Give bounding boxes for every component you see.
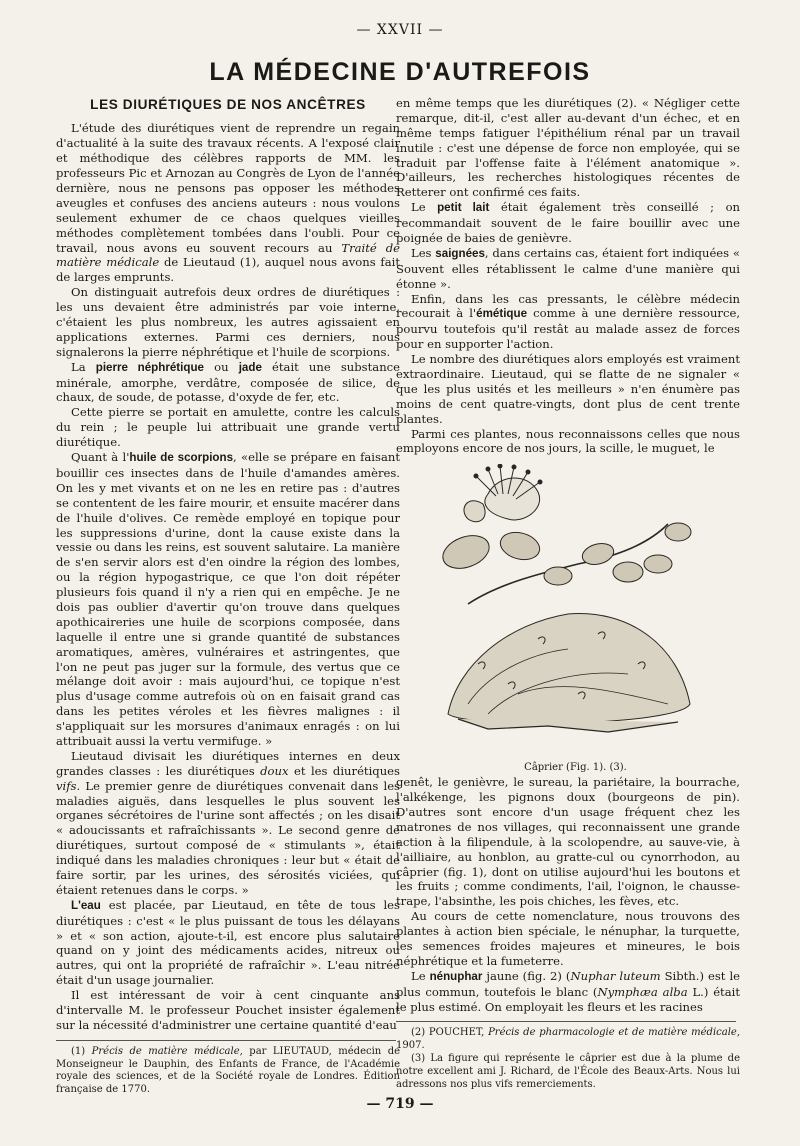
footnote-divider <box>396 1021 736 1022</box>
paragraph: en même temps que les diurétiques (2). « Négliger cette remarque, dit-il, c'est aller au-devant d'un échec, et en même temps fatiguer l'épithélium rénal par un travail inutile : c'est une dépense de force non employée, qui se traduit par l'offense faite à l'élément anatomique ». D'ailleurs, les recherches histologiques récentes de Retterer ont confirmé ces faits. <box>396 96 740 200</box>
paragraph: On distinguait autrefois deux ordres de diurétiques : les uns devaient être administrés par voie interne, c'étaient les plus nombreux, les autres agissaient en applications externes. Parmi ces derniers, nous signalerons la pierre néphrétique et l'huile de scorpions. <box>56 285 400 359</box>
footnote: (1) Précis de matière médicale, par LIEUTAUD, médecin de Monseigneur le Dauphin, des Enfants de France, de l'Académie royale des sciences, et de la Société royale de Londres. Édition française de 1770. <box>56 1045 401 1096</box>
footnote: (2) POUCHET, Précis de pharmacologie et de matière médicale, 1907. <box>396 1027 741 1052</box>
page-number: — 719 — <box>366 1096 434 1112</box>
paragraph: La pierre néphrétique ou jade était une substance minérale, amorphe, verdâtre, composée de silice, de chaux, de soude, de potasse, d'oxyde de fer, etc. <box>56 359 401 405</box>
caper-bush <box>448 614 690 732</box>
caper-plant-illustration <box>428 464 708 760</box>
paragraph: Parmi ces plantes, nous reconnaissons celles que nous employons encore de nos jours, la scille, le muguet, le <box>396 426 740 456</box>
left-column <box>56 96 400 1097</box>
paragraph: Cette pierre se portait en amulette, contre les calculs du rein ; le peuple lui attribuait une grande vertu diurétique. <box>56 405 400 450</box>
footnote: (3) La figure qui représente le câprier est due à la plume de notre excellent ami J. Richard, de l'École des Beaux-Arts. Nous lui adressons nos plus vifs remerciements. <box>396 1053 740 1090</box>
page-title: LA MÉDECINE D'AUTREFOIS <box>209 58 591 86</box>
section-title: LES DIURÉTIQUES DE NOS ANCÊTRES <box>90 97 366 112</box>
paragraph: Au cours de cette nomenclature, nous trouvons des plantes à action bien spéciale, le nénuphar, la turquette, les semences froides majeures et mineures, le bois néphrétique et la fumeterre. <box>396 909 740 968</box>
caper-leaves <box>438 523 691 585</box>
paragraph: Enfin, dans les cas pressants, le célèbre médecin recourait à l'émétique comme à une dernière ressource, pourvu toutefois qu'il restât au malade assez de forces pour en supporter l'action. <box>396 291 741 352</box>
right-column <box>396 96 740 1091</box>
paragraph: Le nombre des diurétiques alors employés est vraiment extraordinaire. Lieutaud, qui se flatte de ne signaler « que les plus usités et les meilleurs » n'en énumère pas moins de cent quatre-vingts, dont plus de cent trente plantes. <box>396 352 740 426</box>
footnote-divider <box>56 1040 396 1041</box>
paragraph: L'eau est placée, par Lieutaud, en tête de tous les diurétiques : c'est « le plus puissant de tous les délayans » et « son action, ajoute-t-il, est encore plus salutaire quand on y joint des médicaments acides, nitreux ou autres, qui ont la propriété de rafraîchir ». L'eau nitrée était d'un usage journalier. <box>56 897 400 988</box>
paragraph: genêt, le genièvre, le sureau, la pariétaire, la bourrache, l'alkékenge, les pignons doux (bourgeons de pin). D'autres sont encore d'un usage fréquent chez les matrones de nos villages, qui reconnaissent une grande action à la filipendule, à la scolopendre, au sauve-vie, à l'ailliaire, au honblon, au gratte-cul ou cynorrhodon, au câprier (fig. 1), dont on utilise aujourd'hui les boutons et les fruits ; comme condiments, l'ail, l'oignon, le chausse-trape, l'absinthe, les pois chiches, les fèves, etc. <box>396 775 740 909</box>
figure-caption: Câprier (Fig. 1). (3). <box>524 762 627 774</box>
paragraph: L'étude des diurétiques vient de reprendre un regain d'actualité à la suite des travaux récents. A l'exposé clair et méthodique des célèbres rapports de MM. les professeurs Pic et Arnozan au Congrès de Lyon de l'année dernière, nous ne pensons pas opposer les méthodes aveugles et confuses des anciens auteurs : nous voulons seulement exhumer de ce chaos quelques vieilles méthodes complètement tombées dans l'oubli. Pour ce travail, nous avons eu souvent recours au Traité de matière médicale de Lieutaud (1), auquel nous avons fait de larges emprunts. <box>56 121 401 285</box>
caper-flower <box>464 464 542 522</box>
paragraph: Il est intéressant de voir à cent cinquante ans d'intervalle M. le professeur Pouchet insister également sur la nécessité d'administrer une certaine quantité d'eau <box>56 988 400 1032</box>
paragraph: Lieutaud divisait les diurétiques internes en deux grandes classes : les diurétiques doux et les diurétiques vifs. Le premier genre de diurétiques convenait dans les maladies aiguës, dans lesquelles le plus souvent les organes sécrétoires de l'urine sont affectés ; on les disait « adoucissants et rafraîchissants ». Le second genre de diurétiques, surtout composé de « stimulants », était indiqué dans les maladies chroniques : leur but « était de faire sortir, par les urines, des sérosités viciées, qui étaient retenues dans le corps. » <box>56 748 401 897</box>
paragraph: Le petit lait était également très conseillé ; on recommandait souvent de le faire bouillir avec une poignée de baies de genièvre. <box>396 200 741 246</box>
paragraph: Les saignées, dans certains cas, étaient fort indiquées « Souvent elles rétablissent le calme d'une manière qui étonne ». <box>396 245 740 291</box>
paragraph: Quant à l'huile de scorpions, «elle se prépare en faisant bouillir ces insectes dans de l'huile d'amandes amères. On les y met vivants et on ne les en retire pas : d'autres se contentent de les faire mourir, et ensuite macérer dans de l'huile d'olives. Ce remède employé en topique pour les suppressions d'urine, dont la cause existe dans la vessie ou dans les reins, est souvent salutaire. La manière de s'en servir alors est d'en oindre la région des lombes, ou la région hypogastrique, ce que l'on doit répéter plusieurs fois quand il n'y a rien qui en empêche. Je ne dois pas oublier d'avertir qu'on trouve dans quelques apothicaireries une huile de scorpions composée, dans laquelle il entre une si grande quantité de substances aromatiques, amères, vulnéraires et astringentes, que l'on ne peut pas juger sur la formule, des vertus que ce mélange doit avoir : mais aujourd'hui, ce topique n'est plus d'usage comme autrefois où on en faisait grand cas dans les petites véroles et les fièvres malignes : il s'appliquait sur les morsures d'animaux enragés : on lui attribuait aussi la vertu vermifuge. » <box>56 450 400 748</box>
roman-page-number: — XXVII — <box>356 22 444 38</box>
paragraph: Le nénuphar jaune (fig. 2) (Nuphar luteum Sibth.) est le plus commun, toutefois le blanc (Nymphæa alba L.) était le plus estimé. On employait les fleurs et les racines <box>396 968 741 1014</box>
